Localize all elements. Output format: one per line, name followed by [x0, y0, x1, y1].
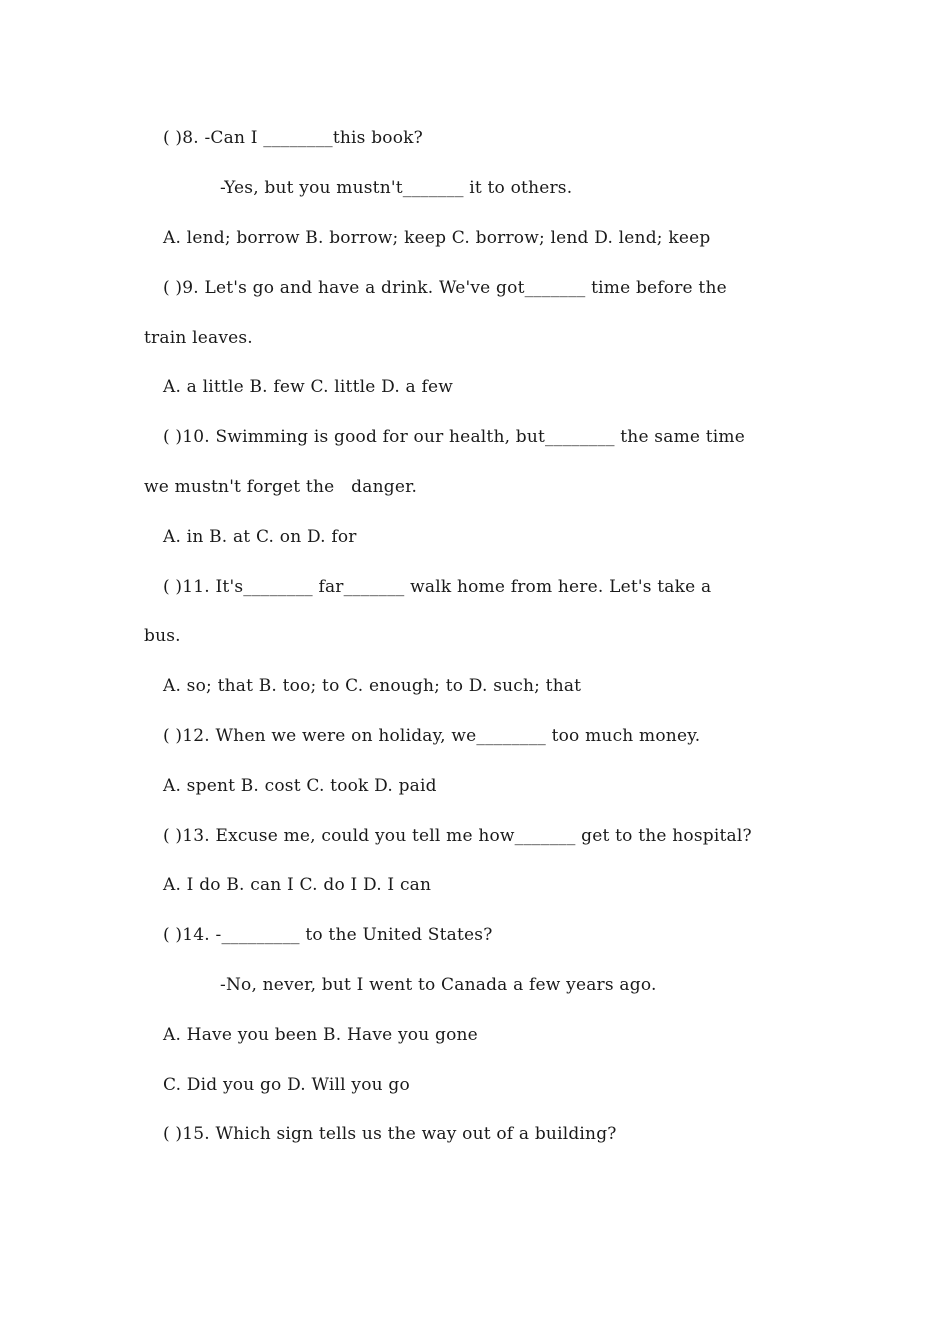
question-9-prompt: ( )9. Let's go and have a drink. We've got_______ time before the [163, 278, 727, 298]
question-10-prompt-continued: we mustn't forget the danger. [144, 477, 418, 497]
question-8-options: A. lend; borrow B. borrow; keep C. borrow; lend D. lend; keep [163, 228, 711, 248]
question-12-options: A. spent B. cost C. took D. paid [163, 776, 437, 796]
question-14-options-row-1: A. Have you been B. Have you gone [163, 1025, 478, 1045]
question-14-prompt: ( )14. -_________ to the United States? [163, 925, 493, 945]
question-15-prompt: ( )15. Which sign tells us the way out of a building? [163, 1124, 617, 1144]
question-10-prompt: ( )10. Swimming is good for our health, but________ the same time [163, 427, 746, 447]
question-14-options-row-2: C. Did you go D. Will you go [163, 1075, 410, 1095]
question-11-prompt-continued: bus. [144, 626, 181, 646]
question-9-options: A. a little B. few C. little D. a few [163, 377, 453, 397]
question-13-prompt: ( )13. Excuse me, could you tell me how_______ get to the hospital? [163, 826, 752, 846]
question-11-options: A. so; that B. too; to C. enough; to D. such; that [163, 676, 582, 696]
question-14-reply: -No, never, but I went to Canada a few years ago. [220, 975, 657, 995]
question-8-reply: -Yes, but you mustn't_______ it to others. [220, 178, 573, 198]
question-9-prompt-continued: train leaves. [144, 328, 253, 348]
question-11-prompt: ( )11. It's________ far_______ walk home from here. Let's take a [163, 577, 712, 597]
question-12-prompt: ( )12. When we were on holiday, we________ too much money. [163, 726, 701, 746]
question-8-prompt: ( )8. -Can I ________this book? [163, 128, 423, 148]
question-10-options: A. in B. at C. on D. for [163, 527, 357, 547]
question-13-options: A. I do B. can I C. do I D. I can [163, 875, 432, 895]
